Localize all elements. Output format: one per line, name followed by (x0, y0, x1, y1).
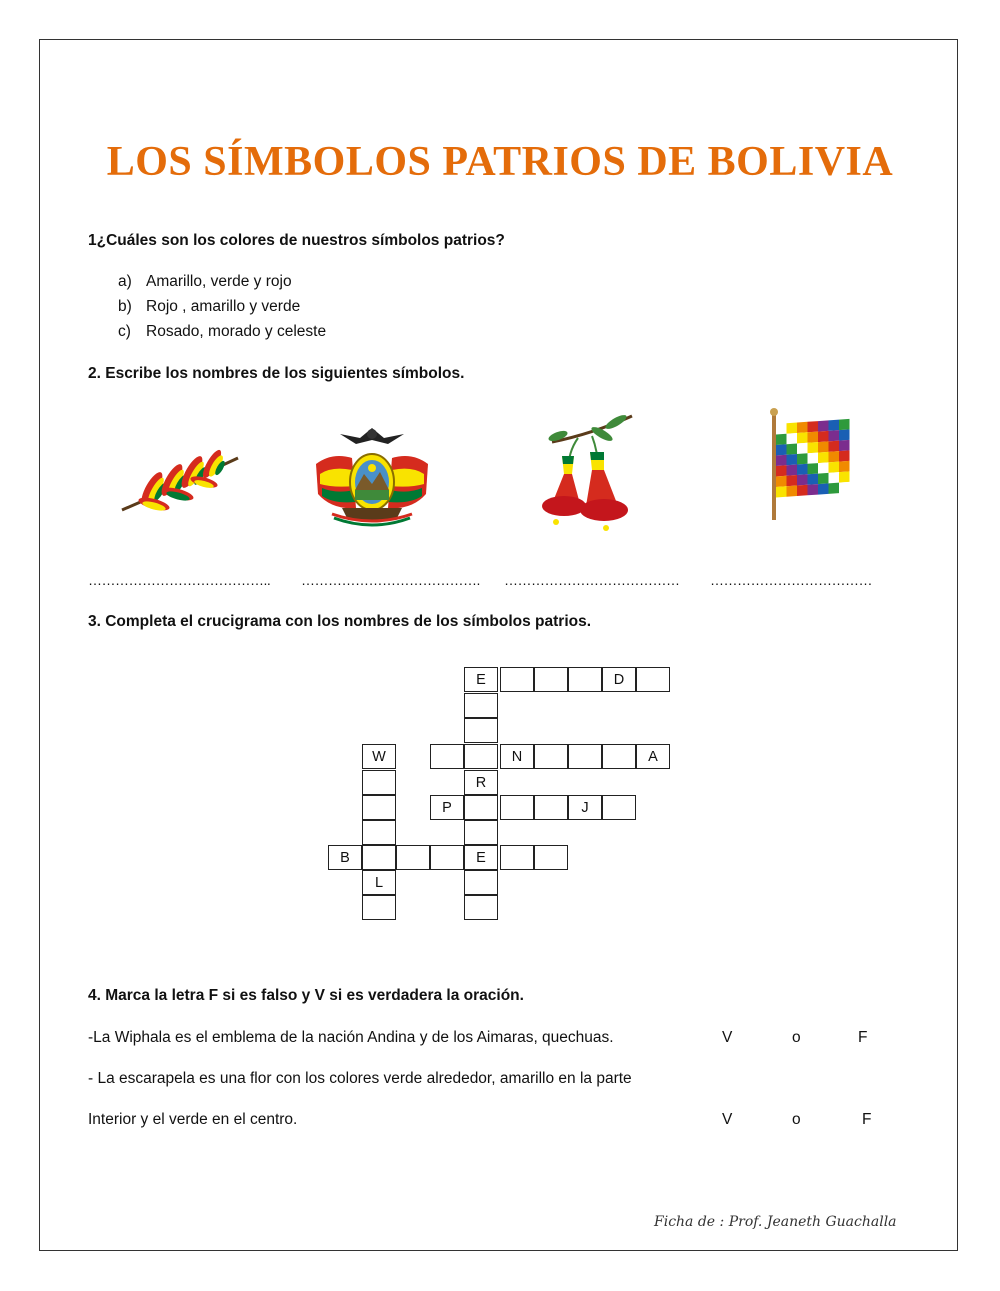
crossword-cell[interactable] (500, 845, 534, 870)
statement-1-false[interactable]: F (858, 1029, 868, 1046)
wiphala-square (829, 462, 840, 473)
crossword-cell[interactable] (534, 744, 568, 769)
option-text: Rojo , amarillo y verde (146, 298, 301, 315)
crossword-cell[interactable] (362, 795, 396, 820)
wiphala-square (839, 461, 850, 472)
answer-blank-3[interactable]: ………………………………… (504, 572, 680, 588)
crossword-cell[interactable] (464, 895, 498, 920)
wiphala-square (776, 434, 787, 445)
crossword-cell[interactable] (362, 770, 396, 795)
crossword-cell-given[interactable]: D (602, 667, 636, 692)
wiphala-square (818, 462, 829, 473)
crossword-cell-given[interactable]: E (464, 667, 498, 692)
crossword-cell-given[interactable]: J (568, 795, 602, 820)
wiphala-square (818, 483, 829, 494)
statement-1: -La Wiphala es el emblema de la nación Andina y de los Aimaras, quechuas. (88, 1029, 614, 1046)
answer-blank-1[interactable]: ………………………………….. (88, 572, 271, 588)
wiphala-square (776, 444, 787, 455)
crossword-cell[interactable] (534, 667, 568, 692)
wiphala-square (776, 455, 787, 466)
wiphala-square (808, 453, 819, 464)
crossword-cell[interactable] (430, 845, 464, 870)
crossword-cell[interactable] (464, 744, 498, 769)
crossword-cell[interactable] (534, 845, 568, 870)
crossword-cell[interactable] (464, 718, 498, 743)
crossword-cell-given[interactable]: A (636, 744, 670, 769)
crossword-cell-given[interactable]: E (464, 845, 498, 870)
crossword-cell-given[interactable]: N (500, 744, 534, 769)
crossword-cell[interactable] (464, 870, 498, 895)
crossword-cell[interactable] (362, 895, 396, 920)
wiphala-square (818, 431, 829, 442)
statement-1-or: o (792, 1029, 801, 1046)
crossword-cell-given[interactable]: R (464, 770, 498, 795)
option-a[interactable] (118, 273, 292, 291)
wiphala-square (797, 422, 808, 433)
crossword-cell-given[interactable]: B (328, 845, 362, 870)
option-letter: b) (118, 298, 132, 315)
crossword-cell[interactable] (362, 820, 396, 845)
crossword-cell[interactable] (636, 667, 670, 692)
kantuta-flower-image (532, 412, 638, 536)
wiphala-square (829, 430, 840, 441)
answer-blank-4[interactable]: ……………………………… (710, 572, 872, 588)
wiphala-square (787, 423, 798, 434)
wiphala-square (808, 442, 819, 453)
wiphala-square (818, 473, 829, 484)
wiphala-square (829, 472, 840, 483)
option-c[interactable] (118, 323, 326, 341)
crossword-cell-given[interactable]: W (362, 744, 396, 769)
wiphala-square (839, 419, 850, 430)
crossword-cell-given[interactable]: L (362, 870, 396, 895)
author-signature: Ficha de : Prof. Jeaneth Guachalla (654, 1214, 897, 1230)
wiphala-square (808, 432, 819, 443)
wiphala-square (797, 474, 808, 485)
wiphala-square (829, 420, 840, 431)
wiphala-square (787, 486, 798, 497)
question-2: 2. Escribe los nombres de los siguientes símbolos. (88, 365, 465, 382)
crossword-cell[interactable] (500, 667, 534, 692)
crossword-cell[interactable] (534, 795, 568, 820)
wiphala-square (797, 443, 808, 454)
coat-of-arms-image (312, 424, 432, 530)
wiphala-square (776, 486, 787, 497)
laurel-branch-image (118, 436, 242, 516)
option-letter: a) (118, 273, 132, 290)
crossword-cell[interactable] (362, 845, 396, 870)
question-1: 1¿Cuáles son los colores de nuestros símbolos patrios? (88, 232, 505, 249)
wiphala-square (808, 421, 819, 432)
statement-2-or: o (792, 1111, 801, 1128)
crossword-cell[interactable] (464, 820, 498, 845)
page-title: LOS SÍMBOLOS PATRIOS DE BOLIVIA (106, 139, 894, 185)
wiphala-square (776, 465, 787, 476)
crossword-cell-given[interactable]: P (430, 795, 464, 820)
wiphala-square (797, 485, 808, 496)
wiphala-square (808, 474, 819, 485)
wiphala-square (808, 484, 819, 495)
wiphala-square (808, 463, 819, 474)
statement-2-true[interactable]: V (722, 1111, 733, 1128)
wiphala-square (787, 454, 798, 465)
wiphala-square (776, 423, 787, 434)
option-text: Rosado, morado y celeste (146, 323, 327, 340)
wiphala-flag-image (766, 406, 856, 522)
wiphala-square (839, 471, 850, 482)
wiphala-square (787, 433, 798, 444)
crossword-cell[interactable] (464, 795, 498, 820)
wiphala-square (787, 444, 798, 455)
option-letter: c) (118, 323, 131, 340)
question-3: 3. Completa el crucigrama con los nombres de los símbolos patrios. (88, 613, 592, 630)
statement-1-true[interactable]: V (722, 1029, 733, 1046)
crossword-cell[interactable] (430, 744, 464, 769)
wiphala-square (829, 451, 840, 462)
wiphala-square (839, 482, 850, 493)
crossword-cell[interactable] (568, 744, 602, 769)
question-4: 4. Marca la letra F si es falso y V si es verdadera la oración. (88, 987, 524, 1004)
wiphala-square (797, 453, 808, 464)
wiphala-square (818, 441, 829, 452)
option-b[interactable] (118, 298, 300, 316)
wiphala-square (776, 476, 787, 487)
wiphala-square (839, 429, 850, 440)
statement-2-line-2: Interior y el verde en el centro. (88, 1111, 298, 1128)
statement-2-line-1: - La escarapela es una flor con los colores verde alrededor, amarillo en la parte (88, 1070, 632, 1087)
statement-2-false[interactable]: F (862, 1111, 872, 1128)
crossword-cell[interactable] (464, 693, 498, 718)
crossword-cell[interactable] (500, 795, 534, 820)
crossword-cell[interactable] (602, 744, 636, 769)
wiphala-square (818, 452, 829, 463)
wiphala-square (829, 483, 840, 494)
wiphala-square (829, 441, 840, 452)
crossword-cell[interactable] (602, 795, 636, 820)
wiphala-square (797, 432, 808, 443)
wiphala-square (787, 465, 798, 476)
wiphala-square (839, 450, 850, 461)
option-text: Amarillo, verde y rojo (146, 273, 292, 290)
wiphala-square (818, 420, 829, 431)
crossword-cell[interactable] (568, 667, 602, 692)
answer-blank-2[interactable]: …………………………………. (301, 572, 480, 588)
wiphala-square (797, 464, 808, 475)
wiphala-square (787, 475, 798, 486)
wiphala-square (839, 440, 850, 451)
crossword-cell[interactable] (396, 845, 430, 870)
